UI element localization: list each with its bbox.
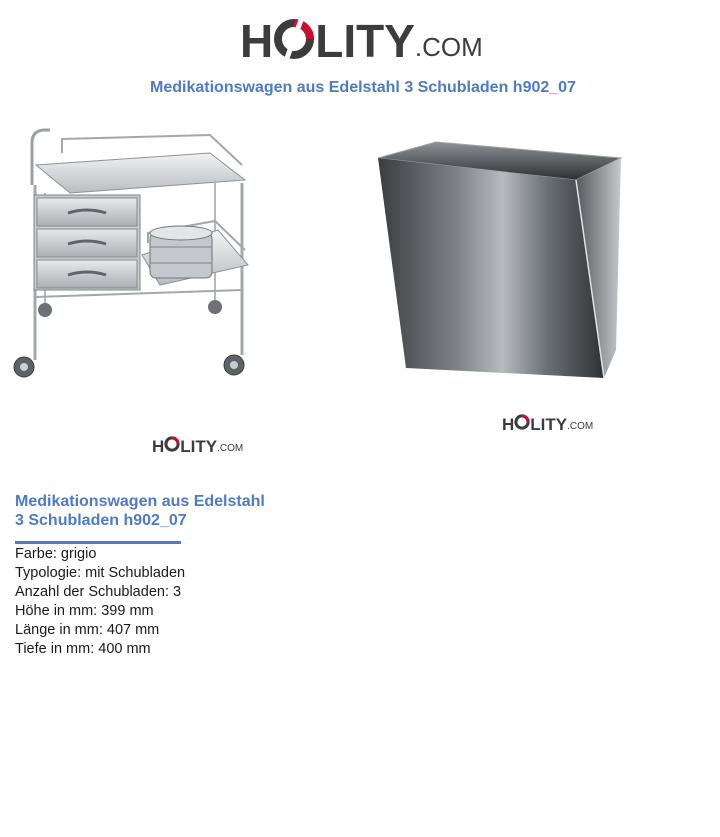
logo-letters: LITY — [180, 437, 218, 456]
trolley-product-image[interactable] — [10, 125, 250, 385]
spec-item: Höhe in mm: 399 mm — [15, 603, 154, 619]
logo-o-icon — [273, 18, 315, 65]
spec-item: Anzahl der Schubladen: 3 — [15, 584, 182, 600]
logo-letter-h: H — [240, 15, 274, 67]
product-heading-line2: 3 Schubladen h902_07 — [15, 512, 187, 529]
logo-letter-h: H — [152, 437, 165, 456]
logo-com: .COM — [217, 442, 244, 454]
logo-o-icon — [514, 414, 530, 435]
image-watermark-logo — [152, 436, 243, 457]
product-heading — [15, 492, 315, 530]
spec-item: Farbe: grigio — [15, 546, 97, 562]
logo-o-icon — [164, 436, 180, 457]
page-title: Medikationswagen aus Edelstahl 3 Schubladen h902_07 — [150, 79, 576, 96]
spec-list — [15, 545, 185, 659]
image-watermark-logo — [502, 414, 593, 435]
spec-item: Typologie: mit Schubladen — [15, 565, 186, 581]
product-heading-line1: Medikationswagen aus Edelstahl — [15, 493, 265, 510]
logo-com: .COM — [414, 32, 483, 62]
spec-item: Länge in mm: 407 mm — [15, 622, 160, 638]
site-logo[interactable] — [240, 16, 483, 66]
logo-letter-h: H — [502, 415, 515, 434]
container-product-image[interactable] — [376, 140, 626, 380]
logo-letters: LITY — [530, 415, 568, 434]
logo-com: .COM — [567, 420, 594, 432]
logo-letters: LITY — [315, 15, 415, 67]
spec-item: Tiefe in mm: 400 mm — [15, 641, 151, 657]
heading-divider — [15, 541, 181, 544]
